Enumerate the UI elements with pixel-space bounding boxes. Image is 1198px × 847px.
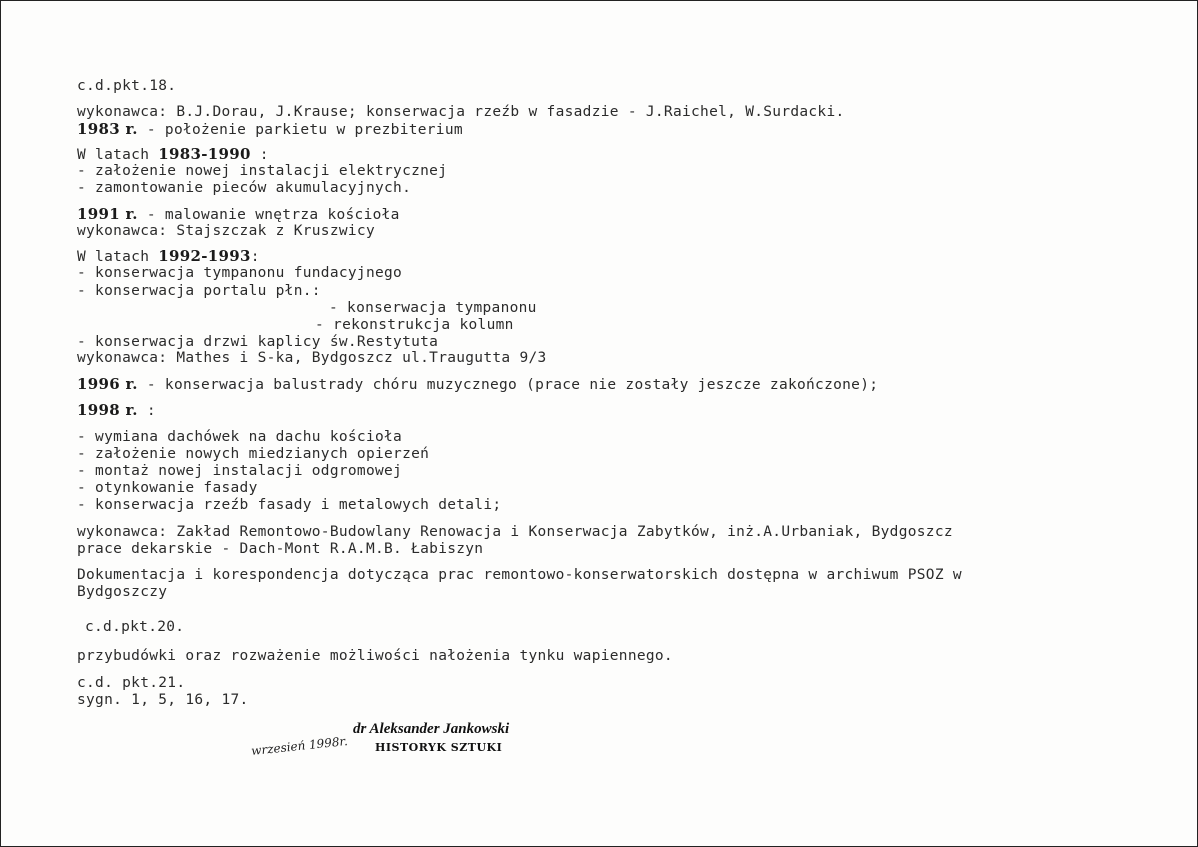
text-line: - zamontowanie pieców akumulacyjnych.	[77, 180, 412, 196]
text-line: wykonawca: Stajszczak z Kruszwicy	[77, 223, 375, 239]
text-line: Bydgoszczy	[77, 584, 168, 600]
text-line: prace dekarskie - Dach-Mont R.A.M.B. Łabiszyn	[77, 541, 484, 557]
line-text: :	[137, 403, 156, 419]
text-line: Dokumentacja i korespondencja dotycząca prac remontowo-konserwatorskich dostępna w archiwum PSOZ w	[77, 567, 962, 583]
text-line: wykonawca: Mathes i S-ka, Bydgoszcz ul.Traugutta 9/3	[77, 350, 547, 366]
stamp-name: dr Aleksander Jankowski	[353, 721, 510, 737]
text-line: wykonawca: Zakład Remontowo-Budowlany Renowacja i Konserwacja Zabytków, inż.A.Urbaniak, Bydgoszcz	[77, 524, 953, 540]
header-ref: c.d.pkt.18.	[77, 78, 177, 94]
line-text: :	[250, 249, 260, 265]
text-line: - montaż nowej instalacji odgromowej	[77, 463, 403, 479]
handwritten-date: wrzesień 1998r.	[250, 733, 349, 759]
year-label: 1992-1993	[158, 247, 251, 265]
text-line: wykonawca: B.J.Dorau, J.Krause; konserwacja rzeźb w fasadzie - J.Raichel, W.Surdacki.	[77, 104, 845, 120]
year-label: 1983-1990	[158, 145, 251, 163]
text-line: - konserwacja rzeźb fasady i metalowych detali;	[77, 497, 502, 513]
text-line: przybudówki oraz rozważenie możliwości nałożenia tynku wapiennego.	[77, 648, 673, 664]
text-line: - konserwacja tympanonu fundacyjnego	[77, 265, 403, 281]
line-prefix: W latach	[77, 147, 159, 163]
line-text: - konserwacja balustrady chóru muzycznego (prace nie zostały jeszcze zakończone);	[137, 377, 879, 393]
text-line: - wymiana dachówek na dachu kościoła	[77, 429, 403, 445]
text-line: - konserwacja tympanonu	[329, 300, 537, 316]
text-line: - konserwacja portalu płn.:	[77, 283, 321, 299]
stamp-role: HISTORYK SZTUKI	[375, 741, 503, 754]
text-line: - rekonstrukcja kolumn	[315, 317, 514, 333]
text-line: c.d.pkt.20.	[85, 619, 185, 635]
text-line: - otynkowanie fasady	[77, 480, 258, 496]
line-text: :	[250, 147, 269, 163]
text-line	[77, 120, 463, 139]
line-text: - położenie parkietu w prezbiterium	[137, 122, 463, 138]
text-line: - założenie nowej instalacji elektrycznej	[77, 163, 448, 179]
year-label: 1996 r.	[77, 375, 138, 393]
year-label: 1998 r.	[77, 401, 138, 419]
line-text: - malowanie wnętrza kościoła	[137, 207, 400, 223]
text-line: - konserwacja drzwi kaplicy św.Restytuta	[77, 334, 439, 350]
text-line: c.d. pkt.21.	[77, 675, 186, 691]
line-prefix: W latach	[77, 249, 159, 265]
year-label: 1983 r.	[77, 120, 138, 138]
text-line	[77, 375, 878, 394]
text-line: - założenie nowych miedzianych opierzeń	[77, 446, 430, 462]
text-line: sygn. 1, 5, 16, 17.	[77, 692, 249, 708]
year-label: 1991 r.	[77, 205, 138, 223]
text-line	[77, 401, 156, 420]
